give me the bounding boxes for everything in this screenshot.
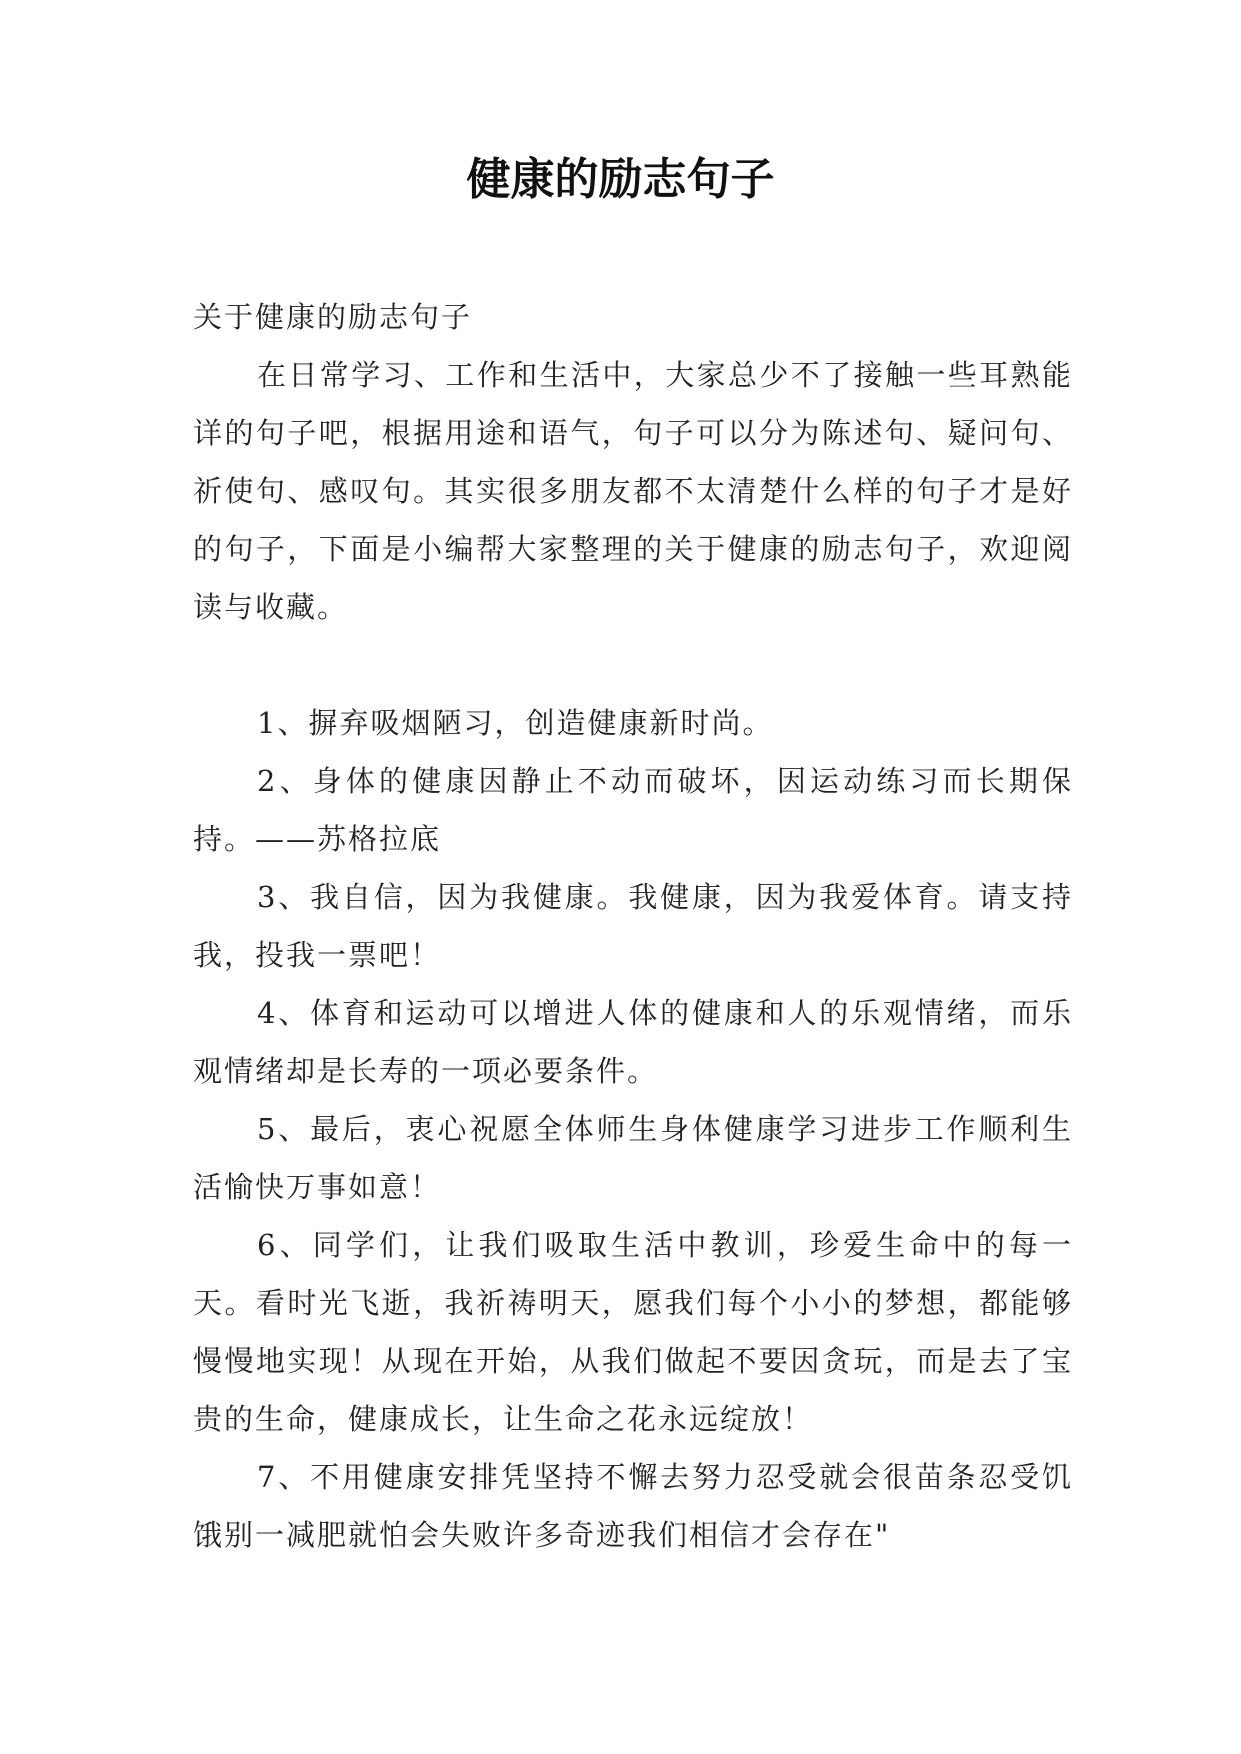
list-item: 3、我自信，因为我健康。我健康，因为我爱体育。请支持我，投我一票吧！ bbox=[193, 880, 1073, 972]
list-item: 6、同学们，让我们吸取生活中教训，珍爱生命中的每一天。看时光飞逝，我祈祷明天，愿我们每个小小的梦想，都能够慢慢地实现！从现在开始，从我们做起不要因贪玩，而是去了宝贵的生命，健康成长，让生命之花永远绽放！ bbox=[193, 1228, 1073, 1436]
paragraph-spacer bbox=[193, 636, 1073, 694]
list-item: 4、体育和运动可以增进人体的健康和人的乐观情绪，而乐观情绪却是长寿的一项必要条件。 bbox=[193, 996, 1073, 1088]
list-item: 2、身体的健康因静止不动而破坏，因运动练习而长期保持。——苏格拉底 bbox=[193, 764, 1073, 856]
intro-paragraph: 在日常学习、工作和生活中，大家总少不了接触一些耳熟能详的句子吧，根据用途和语气，句子可以分为陈述句、疑问句、祈使句、感叹句。其实很多朋友都不太清楚什么样的句子才是好的句子，下面是小编帮大家整理的关于健康的励志句子，欢迎阅读与收藏。 bbox=[193, 358, 1073, 624]
list-item: 7、不用健康安排凭坚持不懈去努力忍受就会很苗条忍受饥饿别一减肥就怕会失败许多奇迹我们相信才会存在" bbox=[193, 1460, 1073, 1552]
document-title: 健康的励志句子 bbox=[466, 154, 775, 205]
document-body bbox=[193, 288, 1073, 1564]
document-subtitle: 关于健康的励志句子 bbox=[193, 300, 473, 334]
list-item: 1、摒弃吸烟陋习，创造健康新时尚。 bbox=[257, 706, 774, 740]
list-item: 5、最后，衷心祝愿全体师生身体健康学习进步工作顺利生活愉快万事如意！ bbox=[193, 1112, 1073, 1204]
